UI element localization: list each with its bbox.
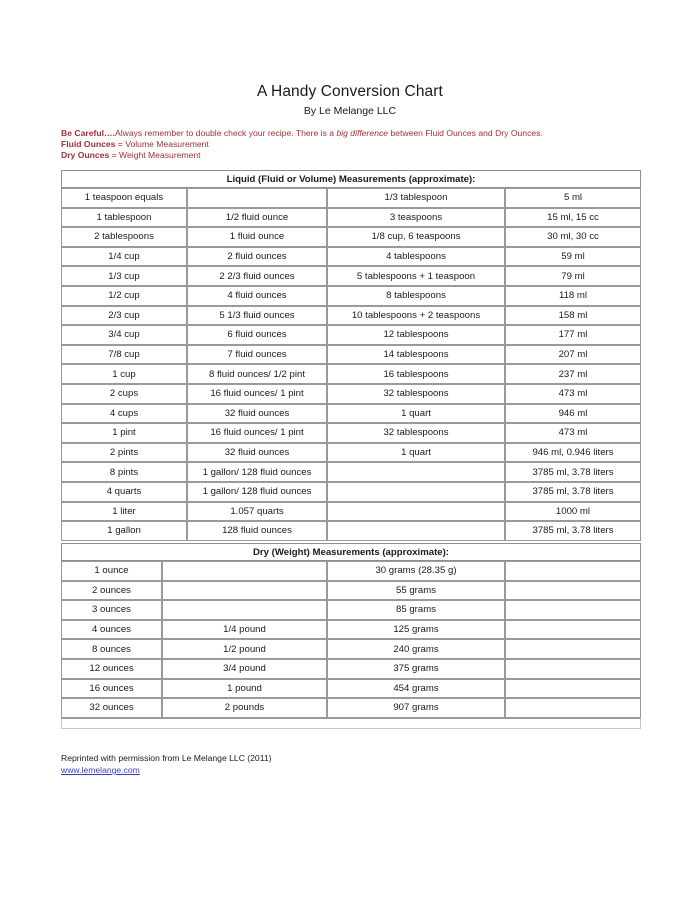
table-cell bbox=[162, 581, 327, 601]
table-cell: 2/3 cup bbox=[61, 306, 187, 326]
table-cell: 3785 ml, 3.78 liters bbox=[505, 462, 641, 482]
table-row bbox=[61, 286, 641, 306]
table-cell: 1 fluid ounce bbox=[187, 227, 327, 247]
table-cell: 30 ml, 30 cc bbox=[505, 227, 641, 247]
table-cell: 1 liter bbox=[61, 502, 187, 522]
table-cell: 128 fluid ounces bbox=[187, 521, 327, 541]
table-row bbox=[61, 208, 641, 228]
table-cell: 79 ml bbox=[505, 266, 641, 286]
table-row bbox=[61, 502, 641, 522]
table-row bbox=[61, 679, 641, 699]
lemelange-website-link[interactable]: www.lemelange.com bbox=[61, 765, 140, 775]
table-cell: 2 pounds bbox=[162, 698, 327, 718]
table-cell: 375 grams bbox=[327, 659, 505, 679]
table-cell: 1/3 cup bbox=[61, 266, 187, 286]
warning-line-2 bbox=[61, 139, 651, 150]
table-cell: 14 tablespoons bbox=[327, 345, 505, 365]
table-cell: 55 grams bbox=[327, 581, 505, 601]
dry-table-body bbox=[61, 543, 641, 729]
table-cell: 5 tablespoons + 1 teaspoon bbox=[327, 266, 505, 286]
table-cell: 907 grams bbox=[327, 698, 505, 718]
table-cell: 16 fluid ounces/ 1 pint bbox=[187, 384, 327, 404]
table-cell: 1 gallon/ 128 fluid ounces bbox=[187, 482, 327, 502]
table-cell bbox=[505, 620, 641, 640]
table-cell: 16 ounces bbox=[61, 679, 162, 699]
table-cell bbox=[505, 679, 641, 699]
liquid-section-heading: Liquid (Fluid or Volume) Measurements (approximate): bbox=[61, 170, 641, 188]
table-cell: 237 ml bbox=[505, 364, 641, 384]
warning-be-careful-label: Be Careful…. bbox=[61, 128, 115, 138]
table-cell: 1/4 cup bbox=[61, 247, 187, 267]
table-row bbox=[61, 345, 641, 365]
table-cell: 1/2 fluid ounce bbox=[187, 208, 327, 228]
dry-table-heading-row bbox=[61, 543, 641, 561]
table-cell: 473 ml bbox=[505, 384, 641, 404]
table-cell: 3785 ml, 3.78 liters bbox=[505, 521, 641, 541]
table-cell: 5 ml bbox=[505, 188, 641, 208]
table-cell: 32 ounces bbox=[61, 698, 162, 718]
table-cell: 7/8 cup bbox=[61, 345, 187, 365]
table-row bbox=[61, 581, 641, 601]
table-spacer-cell bbox=[61, 718, 641, 729]
table-cell bbox=[505, 600, 641, 620]
table-cell: 177 ml bbox=[505, 325, 641, 345]
footer-attribution: Reprinted with permission from Le Melange LLC (2011) bbox=[61, 753, 272, 763]
table-cell: 1 cup bbox=[61, 364, 187, 384]
table-row bbox=[61, 423, 641, 443]
table-cell: 85 grams bbox=[327, 600, 505, 620]
table-cell: 4 ounces bbox=[61, 620, 162, 640]
table-cell bbox=[505, 561, 641, 581]
warning-line-3 bbox=[61, 150, 651, 161]
table-cell: 1/2 pound bbox=[162, 639, 327, 659]
table-cell bbox=[327, 482, 505, 502]
table-cell: 1/2 cup bbox=[61, 286, 187, 306]
table-cell: 2 cups bbox=[61, 384, 187, 404]
table-row bbox=[61, 266, 641, 286]
table-cell: 2 fluid ounces bbox=[187, 247, 327, 267]
table-cell bbox=[327, 462, 505, 482]
table-cell: 8 pints bbox=[61, 462, 187, 482]
warning-line-1-text-b: between Fluid Ounces and Dry Ounces. bbox=[388, 128, 543, 138]
liquid-measurements-table bbox=[61, 170, 641, 541]
table-cell: 4 cups bbox=[61, 404, 187, 424]
table-row bbox=[61, 482, 641, 502]
table-cell bbox=[162, 600, 327, 620]
table-cell: 1 pint bbox=[61, 423, 187, 443]
table-cell: 8 tablespoons bbox=[327, 286, 505, 306]
page-subtitle: By Le Melange LLC bbox=[303, 105, 397, 118]
table-cell: 1 quart bbox=[327, 404, 505, 424]
table-cell: 946 ml bbox=[505, 404, 641, 424]
table-cell: 8 fluid ounces/ 1/2 pint bbox=[187, 364, 327, 384]
table-cell: 118 ml bbox=[505, 286, 641, 306]
table-cell: 1000 ml bbox=[505, 502, 641, 522]
fluid-ounces-label: Fluid Ounces bbox=[61, 139, 116, 150]
table-cell: 10 tablespoons + 2 teaspoons bbox=[327, 306, 505, 326]
table-spacer-row bbox=[61, 718, 641, 729]
table-cell: 7 fluid ounces bbox=[187, 345, 327, 365]
table-cell: 1/8 cup, 6 teaspoons bbox=[327, 227, 505, 247]
table-cell: 16 fluid ounces/ 1 pint bbox=[187, 423, 327, 443]
dry-measurements-table bbox=[61, 543, 641, 729]
table-cell: 946 ml, 0.946 liters bbox=[505, 443, 641, 463]
table-row bbox=[61, 227, 641, 247]
table-row bbox=[61, 325, 641, 345]
table-cell: 32 fluid ounces bbox=[187, 404, 327, 424]
table-cell: 454 grams bbox=[327, 679, 505, 699]
table-cell: 1.057 quarts bbox=[187, 502, 327, 522]
table-cell: 2 pints bbox=[61, 443, 187, 463]
table-cell bbox=[505, 639, 641, 659]
table-cell: 59 ml bbox=[505, 247, 641, 267]
table-cell: 8 ounces bbox=[61, 639, 162, 659]
table-cell: 3 ounces bbox=[61, 600, 162, 620]
table-cell: 30 grams (28.35 g) bbox=[327, 561, 505, 581]
table-row bbox=[61, 698, 641, 718]
table-cell: 15 ml, 15 cc bbox=[505, 208, 641, 228]
table-cell: 6 fluid ounces bbox=[187, 325, 327, 345]
table-row bbox=[61, 247, 641, 267]
table-row bbox=[61, 384, 641, 404]
footer bbox=[61, 752, 272, 776]
table-cell: 125 grams bbox=[327, 620, 505, 640]
table-cell: 2 ounces bbox=[61, 581, 162, 601]
page-title: A Handy Conversion Chart bbox=[257, 83, 443, 100]
table-cell: 3/4 pound bbox=[162, 659, 327, 679]
table-cell: 1 gallon/ 128 fluid ounces bbox=[187, 462, 327, 482]
table-row bbox=[61, 600, 641, 620]
table-cell: 1 teaspoon equals bbox=[61, 188, 187, 208]
warning-notice bbox=[61, 128, 651, 162]
table-row bbox=[61, 620, 641, 640]
table-cell: 3/4 cup bbox=[61, 325, 187, 345]
table-cell: 1 gallon bbox=[61, 521, 187, 541]
table-cell: 1/4 pound bbox=[162, 620, 327, 640]
table-cell: 3 teaspoons bbox=[327, 208, 505, 228]
table-cell: 32 tablespoons bbox=[327, 423, 505, 443]
table-cell: 16 tablespoons bbox=[327, 364, 505, 384]
table-cell: 1 pound bbox=[162, 679, 327, 699]
table-row bbox=[61, 659, 641, 679]
table-cell: 32 tablespoons bbox=[327, 384, 505, 404]
table-cell: 2 tablespoons bbox=[61, 227, 187, 247]
table-cell bbox=[327, 502, 505, 522]
dry-section-heading: Dry (Weight) Measurements (approximate): bbox=[61, 543, 641, 561]
warning-emphasis: big difference bbox=[336, 128, 389, 138]
table-cell: 5 1/3 fluid ounces bbox=[187, 306, 327, 326]
table-row bbox=[61, 561, 641, 581]
warning-line-1 bbox=[61, 128, 651, 139]
table-cell bbox=[327, 521, 505, 541]
dry-ounces-definition: = Weight Measurement bbox=[109, 150, 201, 161]
table-cell: 1 quart bbox=[327, 443, 505, 463]
table-cell: 12 tablespoons bbox=[327, 325, 505, 345]
table-cell: 1 ounce bbox=[61, 561, 162, 581]
table-row bbox=[61, 364, 641, 384]
table-cell: 12 ounces bbox=[61, 659, 162, 679]
table-cell: 158 ml bbox=[505, 306, 641, 326]
table-row bbox=[61, 306, 641, 326]
warning-line-1-text-a: Always remember to double check your recipe. There is a bbox=[114, 128, 337, 138]
liquid-table-heading-row bbox=[61, 170, 641, 188]
table-cell bbox=[187, 188, 327, 208]
table-cell: 473 ml bbox=[505, 423, 641, 443]
table-cell bbox=[162, 561, 327, 581]
table-cell: 4 quarts bbox=[61, 482, 187, 502]
table-row bbox=[61, 462, 641, 482]
dry-ounces-label: Dry Ounces bbox=[61, 150, 110, 161]
table-cell: 1/3 tablespoon bbox=[327, 188, 505, 208]
table-row bbox=[61, 639, 641, 659]
table-cell: 3785 ml, 3.78 liters bbox=[505, 482, 641, 502]
table-cell: 207 ml bbox=[505, 345, 641, 365]
table-row bbox=[61, 404, 641, 424]
table-cell bbox=[505, 659, 641, 679]
table-cell: 1 tablespoon bbox=[61, 208, 187, 228]
fluid-ounces-definition: = Volume Measurement bbox=[115, 139, 209, 150]
table-cell: 240 grams bbox=[327, 639, 505, 659]
table-cell: 4 tablespoons bbox=[327, 247, 505, 267]
table-cell: 4 fluid ounces bbox=[187, 286, 327, 306]
table-cell: 32 fluid ounces bbox=[187, 443, 327, 463]
table-row bbox=[61, 188, 641, 208]
table-cell bbox=[505, 581, 641, 601]
liquid-table-body bbox=[61, 170, 641, 541]
table-cell bbox=[505, 698, 641, 718]
table-row bbox=[61, 521, 641, 541]
table-cell: 2 2/3 fluid ounces bbox=[187, 266, 327, 286]
table-row bbox=[61, 443, 641, 463]
